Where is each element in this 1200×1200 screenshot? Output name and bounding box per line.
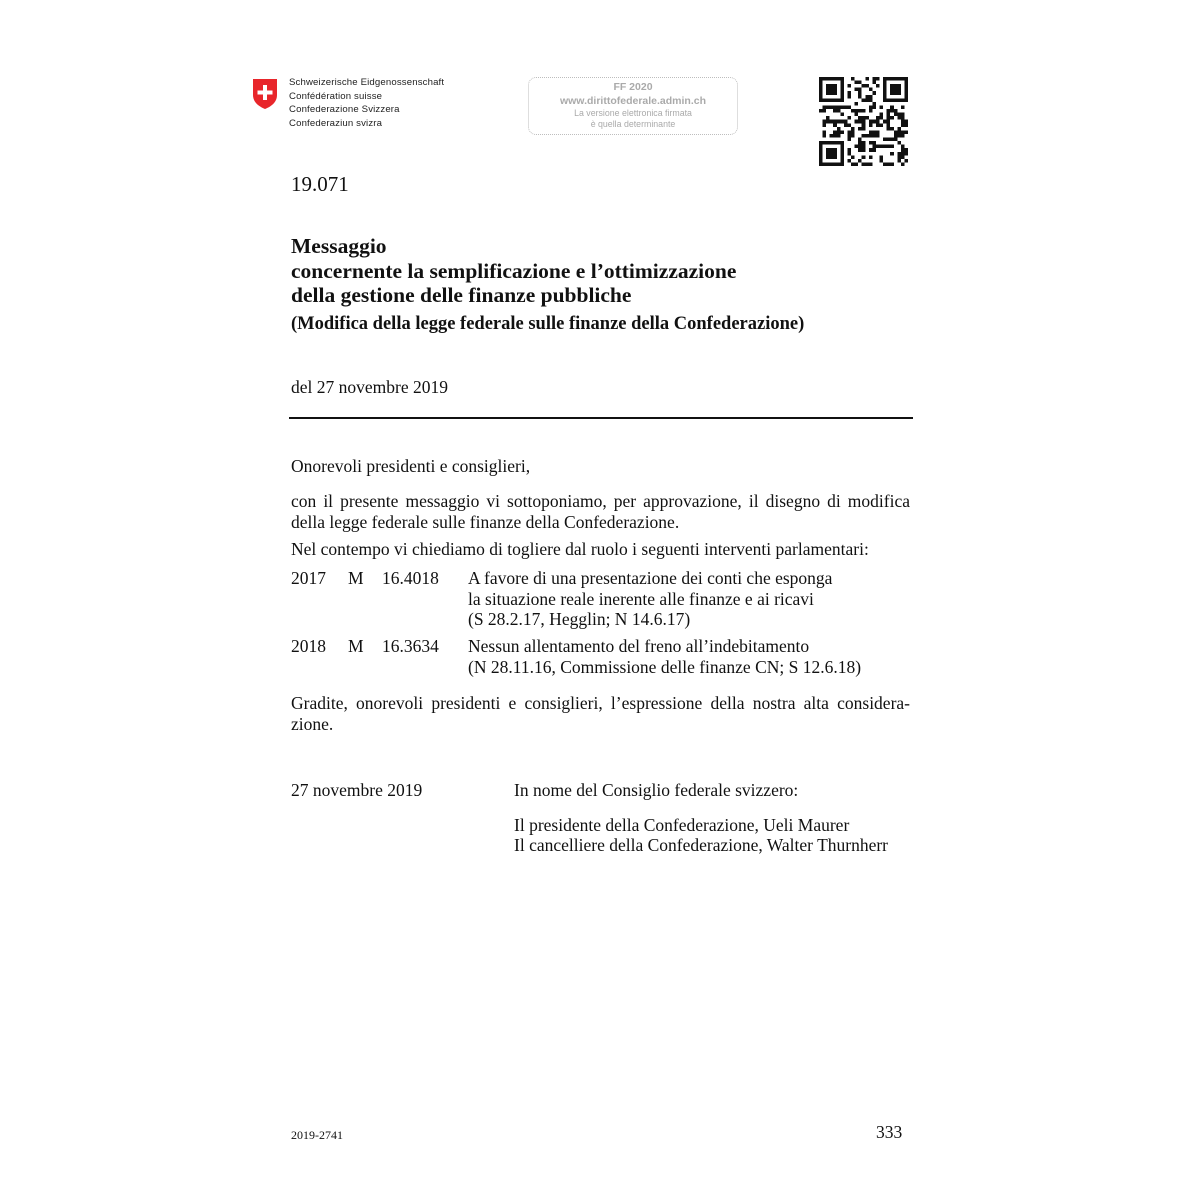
intervention-type: M xyxy=(348,568,364,588)
qr-module xyxy=(869,120,873,124)
paragraph-line: della legge federale sulle finanze della Confederazione. xyxy=(291,511,680,532)
qr-module xyxy=(851,130,855,134)
qr-module xyxy=(872,91,876,95)
qr-module xyxy=(887,145,891,149)
qr-module xyxy=(851,155,855,159)
qr-module xyxy=(872,130,876,134)
qr-module xyxy=(894,138,898,142)
qr-module xyxy=(904,148,908,152)
signature-on-behalf: In nome del Consiglio federale svizzero: xyxy=(514,780,799,800)
qr-module xyxy=(897,159,901,163)
closing-line: zione. xyxy=(291,713,334,734)
qr-module xyxy=(887,116,891,120)
qr-module xyxy=(833,134,837,138)
qr-module xyxy=(865,95,869,99)
qr-module xyxy=(858,81,862,85)
qr-module xyxy=(887,127,891,131)
intervention-text xyxy=(468,636,908,677)
qr-module xyxy=(890,152,894,156)
qr-module xyxy=(876,123,880,127)
qr-module xyxy=(858,88,862,92)
qr-module xyxy=(826,116,830,120)
qr-module xyxy=(894,130,898,134)
qr-module xyxy=(858,116,862,120)
qr-module xyxy=(890,105,894,109)
qr-module xyxy=(897,141,901,145)
qr-module xyxy=(847,105,851,109)
qr-module xyxy=(833,120,837,124)
qr-module xyxy=(865,162,869,166)
qr-module xyxy=(830,134,834,138)
qr-module xyxy=(897,127,901,131)
qr-module xyxy=(858,91,862,95)
qr-module xyxy=(823,120,827,124)
qr-module xyxy=(855,109,859,113)
qr-module xyxy=(847,91,851,95)
qr-module xyxy=(897,134,901,138)
qr-module xyxy=(901,120,905,124)
qr-module xyxy=(869,148,873,152)
qr-module xyxy=(837,120,841,124)
qr-module xyxy=(847,84,851,88)
qr-module xyxy=(869,130,873,134)
paragraph-approval xyxy=(291,491,910,532)
qr-module xyxy=(876,145,880,149)
qr-module xyxy=(862,120,866,124)
qr-module xyxy=(855,145,859,149)
qr-module xyxy=(887,123,891,127)
qr-module xyxy=(880,123,884,127)
stamp-ff: FF 2020 xyxy=(613,81,653,93)
qr-module xyxy=(840,120,844,124)
document-subtitle: (Modifica della legge federale sulle finanze della Confederazione) xyxy=(291,314,805,334)
qr-module xyxy=(890,84,901,95)
qr-module xyxy=(887,162,891,166)
signature-president: Il presidente della Confederazione, Ueli Maurer xyxy=(514,815,850,835)
admin-name-de: Schweizerische Eidgenossenschaft xyxy=(289,77,445,88)
qr-module xyxy=(887,113,891,117)
page-number: 333 xyxy=(876,1122,903,1142)
qr-module xyxy=(851,109,855,113)
qr-module xyxy=(869,109,873,113)
closing-paragraph xyxy=(291,693,910,734)
qr-module xyxy=(847,95,851,99)
qr-module xyxy=(837,109,841,113)
qr-module xyxy=(833,109,837,113)
qr-module xyxy=(862,84,866,88)
qr-module xyxy=(840,130,844,134)
qr-module xyxy=(883,162,887,166)
qr-module xyxy=(904,159,908,163)
document-title xyxy=(291,234,911,308)
qr-module xyxy=(855,120,859,124)
qr-module xyxy=(844,120,848,124)
publication-stamp xyxy=(528,77,738,135)
qr-module xyxy=(901,162,905,166)
qr-module xyxy=(858,127,862,131)
qr-module xyxy=(897,130,901,134)
qr-module xyxy=(862,162,866,166)
qr-module xyxy=(840,113,844,117)
qr-module xyxy=(901,148,905,152)
qr-module xyxy=(847,159,851,163)
swiss-cross-shield-icon xyxy=(252,78,278,110)
qr-module xyxy=(847,138,851,142)
qr-module xyxy=(826,84,837,95)
qr-module xyxy=(823,130,827,134)
qr-module xyxy=(844,123,848,127)
qr-module xyxy=(876,84,880,88)
qr-module xyxy=(901,123,905,127)
qr-module xyxy=(869,162,873,166)
qr-module xyxy=(869,98,873,102)
qr-module xyxy=(855,102,859,106)
qr-module xyxy=(897,152,901,156)
qr-module xyxy=(869,95,873,99)
qr-module xyxy=(901,130,905,134)
qr-module xyxy=(858,159,862,163)
qr-module xyxy=(869,155,873,159)
signature-block xyxy=(514,780,888,855)
qr-module xyxy=(847,116,851,120)
qr-module xyxy=(858,138,862,142)
qr-module xyxy=(865,98,869,102)
qr-module xyxy=(823,109,827,113)
qr-module xyxy=(901,134,905,138)
stamp-note-2: è quella determinante xyxy=(590,119,676,129)
title-line: Messaggio xyxy=(291,234,387,258)
intervention-row xyxy=(291,636,911,678)
document-number: 19.071 xyxy=(291,172,349,196)
qr-module xyxy=(880,155,884,159)
qr-module xyxy=(855,88,859,92)
qr-module xyxy=(876,120,880,124)
qr-module xyxy=(847,130,851,134)
qr-module xyxy=(872,148,876,152)
qr-module xyxy=(862,123,866,127)
qr-module xyxy=(830,105,834,109)
qr-module xyxy=(855,162,859,166)
qr-module xyxy=(887,138,891,142)
stamp-note-1: La versione elettronica firmata xyxy=(574,108,692,118)
qr-module xyxy=(897,155,901,159)
qr-module xyxy=(858,109,862,113)
qr-module xyxy=(837,130,841,134)
qr-module xyxy=(890,138,894,142)
qr-module xyxy=(862,155,866,159)
intervention-text-line: (N 28.11.16, Commissione delle finanze CN; S 12.6.18) xyxy=(468,656,862,677)
qr-module xyxy=(876,134,880,138)
qr-module xyxy=(869,123,873,127)
qr-module xyxy=(872,141,876,145)
qr-module xyxy=(844,105,848,109)
qr-module xyxy=(837,127,841,131)
admin-name-it: Confederazione Svizzera xyxy=(289,104,400,116)
qr-module xyxy=(862,109,866,113)
qr-module xyxy=(833,105,837,109)
qr-module xyxy=(851,162,855,166)
intervention-year: 2017 xyxy=(291,568,326,588)
signature-chancellor: Il cancelliere della Confederazione, Walter Thurnherr xyxy=(514,835,889,855)
qr-module xyxy=(865,84,869,88)
intervention-year: 2018 xyxy=(291,636,326,656)
admin-name-rm: Confederaziun svizra xyxy=(289,117,383,129)
qr-module xyxy=(862,141,866,145)
qr-module xyxy=(890,109,894,113)
qr-module xyxy=(901,145,905,149)
footer-reference: 2019-2741 xyxy=(291,1128,343,1142)
qr-module xyxy=(901,152,905,156)
stamp-url[interactable]: www.dirittofederale.admin.ch xyxy=(559,95,707,107)
qr-module xyxy=(833,123,837,127)
qr-module xyxy=(826,120,830,124)
qr-module xyxy=(847,123,851,127)
paragraph-interventions-intro: Nel contempo vi chiediamo di togliere dal ruolo i seguenti interventi parlamentari: xyxy=(291,539,869,559)
intervention-text-line: A favore di una presentazione dei conti che esponga xyxy=(468,568,833,588)
qr-module xyxy=(862,148,866,152)
intervention-row xyxy=(291,568,911,630)
qr-module xyxy=(837,134,841,138)
title-line: concernente la semplificazione e l’ottimizzazione xyxy=(291,258,737,283)
qr-module xyxy=(847,148,851,152)
qr-module xyxy=(880,145,884,149)
qr-module xyxy=(862,116,866,120)
qr-module xyxy=(883,120,887,124)
intervention-text-line: la situazione reale inerente alle finanze e ai ricavi xyxy=(468,588,814,609)
qr-module xyxy=(880,105,884,109)
qr-module xyxy=(862,145,866,149)
qr-module xyxy=(833,130,837,134)
salutation: Onorevoli presidenti e consiglieri, xyxy=(291,456,531,476)
qr-module xyxy=(837,105,841,109)
qr-module xyxy=(894,134,898,138)
qr-module xyxy=(904,152,908,156)
qr-module xyxy=(869,88,873,92)
qr-module xyxy=(855,81,859,85)
qr-module xyxy=(890,162,894,166)
qr-module xyxy=(862,134,866,138)
qr-module xyxy=(901,105,905,109)
paragraph-line: con il presente messaggio vi sottoponiamo, per approvazione, il disegno di modifica xyxy=(291,491,910,511)
qr-module xyxy=(872,105,876,109)
qr-module xyxy=(855,113,859,117)
qr-module xyxy=(847,134,851,138)
qr-module xyxy=(862,127,866,131)
qr-module xyxy=(872,145,876,149)
qr-module xyxy=(851,134,855,138)
qr-module xyxy=(880,116,884,120)
qr-module xyxy=(872,102,876,106)
intervention-text-line: Nessun allentamento del freno all’indebitamento xyxy=(468,636,810,656)
qr-module xyxy=(890,127,894,131)
qr-code-icon xyxy=(819,77,908,166)
qr-module xyxy=(887,109,891,113)
qr-module xyxy=(830,120,834,124)
title-line: della gestione delle finanze pubbliche xyxy=(291,283,632,307)
qr-module xyxy=(851,77,855,81)
qr-module xyxy=(880,113,884,117)
intervention-type: M xyxy=(348,636,364,656)
qr-module xyxy=(887,120,891,124)
admin-name-fr: Confédération suisse xyxy=(289,90,383,102)
qr-module xyxy=(847,152,851,156)
qr-module xyxy=(865,116,869,120)
qr-module xyxy=(883,138,887,142)
qr-module xyxy=(901,113,905,117)
qr-module xyxy=(840,105,844,109)
closing-line: Gradite, onorevoli presidenti e consiglieri, l’espressione della nostra alta considera- xyxy=(291,693,910,713)
qr-module xyxy=(890,145,894,149)
qr-module xyxy=(897,113,901,117)
qr-module xyxy=(883,145,887,149)
qr-module xyxy=(872,81,876,85)
spacer xyxy=(514,800,888,815)
qr-module xyxy=(858,141,862,145)
qr-module xyxy=(858,145,862,149)
intervention-text-line: (S 28.2.17, Hegglin; N 14.6.17) xyxy=(468,609,691,629)
qr-module xyxy=(819,109,823,113)
qr-module xyxy=(904,120,908,124)
qr-module xyxy=(876,77,880,81)
qr-module xyxy=(858,148,862,152)
qr-module xyxy=(858,120,862,124)
qr-module xyxy=(880,159,884,163)
qr-module xyxy=(904,130,908,134)
admin-names xyxy=(289,76,479,130)
qr-module xyxy=(823,105,827,109)
intervention-text xyxy=(468,568,908,630)
qr-module xyxy=(876,130,880,134)
qr-module xyxy=(865,77,869,81)
qr-module xyxy=(826,105,830,109)
signature-date: 27 novembre 2019 xyxy=(291,780,423,800)
qr-module xyxy=(876,116,880,120)
qr-module xyxy=(826,148,837,159)
qr-module xyxy=(865,134,869,138)
qr-module xyxy=(890,116,894,120)
qr-module xyxy=(872,134,876,138)
qr-module xyxy=(869,141,873,145)
intervention-number: 16.3634 xyxy=(382,636,439,656)
qr-module xyxy=(894,113,898,117)
document-date: del 27 novembre 2019 xyxy=(291,377,448,397)
qr-module xyxy=(901,116,905,120)
qr-module xyxy=(823,123,827,127)
qr-module xyxy=(872,77,876,81)
qr-module xyxy=(894,109,898,113)
intervention-number: 16.4018 xyxy=(382,568,439,588)
qr-module xyxy=(872,120,876,124)
qr-module xyxy=(869,134,873,138)
qr-module xyxy=(897,116,901,120)
qr-module xyxy=(869,105,873,109)
divider xyxy=(289,417,913,419)
qr-module xyxy=(904,123,908,127)
qr-module xyxy=(858,95,862,99)
qr-module xyxy=(862,98,866,102)
qr-module xyxy=(823,134,827,138)
qr-module xyxy=(901,155,905,159)
qr-module xyxy=(851,127,855,131)
